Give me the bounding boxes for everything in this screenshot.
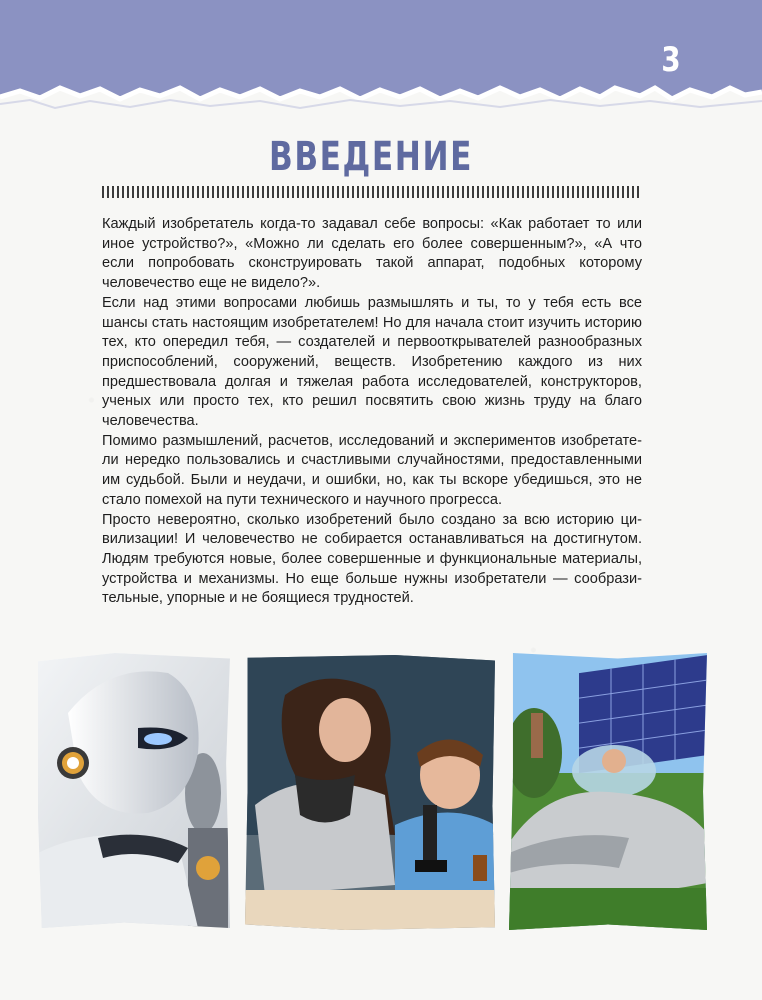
page-number: 3 bbox=[661, 40, 681, 80]
header-band bbox=[0, 0, 762, 120]
robot-photo bbox=[38, 653, 230, 928]
classroom-photo bbox=[245, 655, 495, 930]
paragraph: Если над этими вопросами любишь размышлять и ты, то у тебя есть все шансы стать настоящим изобретателем! Но для начала стоит изучить историю тех, кто опередил тебя, — создателей и первооткрывателей разнообразных приспособлений, сооружений, веществ. Изобретению каждого из них предшествовала долгая и тяжелая работа исследователей, конструкторов, ученых или просто тех, кто решил посвятить свою жизнь труду на благо человечества. bbox=[102, 294, 642, 430]
paragraph: Помимо размышлений, расчетов, исследований и экспериментов изобретатели нередко пользовались и счастливыми случайностями, предоставленными им судьбой. Были и неудачи, и ошибки, но, как ты вскоре убедишься, это не стало помехой на пути технического и научного прогресса. bbox=[102, 432, 642, 508]
title-underline-ticks bbox=[102, 186, 642, 198]
body-text bbox=[102, 215, 642, 609]
solar-car-photo bbox=[509, 653, 707, 930]
page-title: ВВЕДЕНИЕ bbox=[269, 134, 473, 180]
paragraph: Просто невероятно, сколько изобретений было создано за всю историю цивилизации! И человечество не собирается останавливаться на достигнутом. Людям требуются новые, более совершенные и функциональные материалы, устройства и механизмы. Но еще больше нужны изобретатели — сообразительные, упорные и не боящиеся трудностей. bbox=[102, 511, 642, 607]
paragraph: Каждый изобретатель когда-то задавал себе вопросы: «Как работает то или иное устройство?», «Можно ли сделать его более совершенным?», «А что если попробовать сконструировать такой аппарат, подобных которому человечество еще не видело?». bbox=[102, 216, 642, 292]
